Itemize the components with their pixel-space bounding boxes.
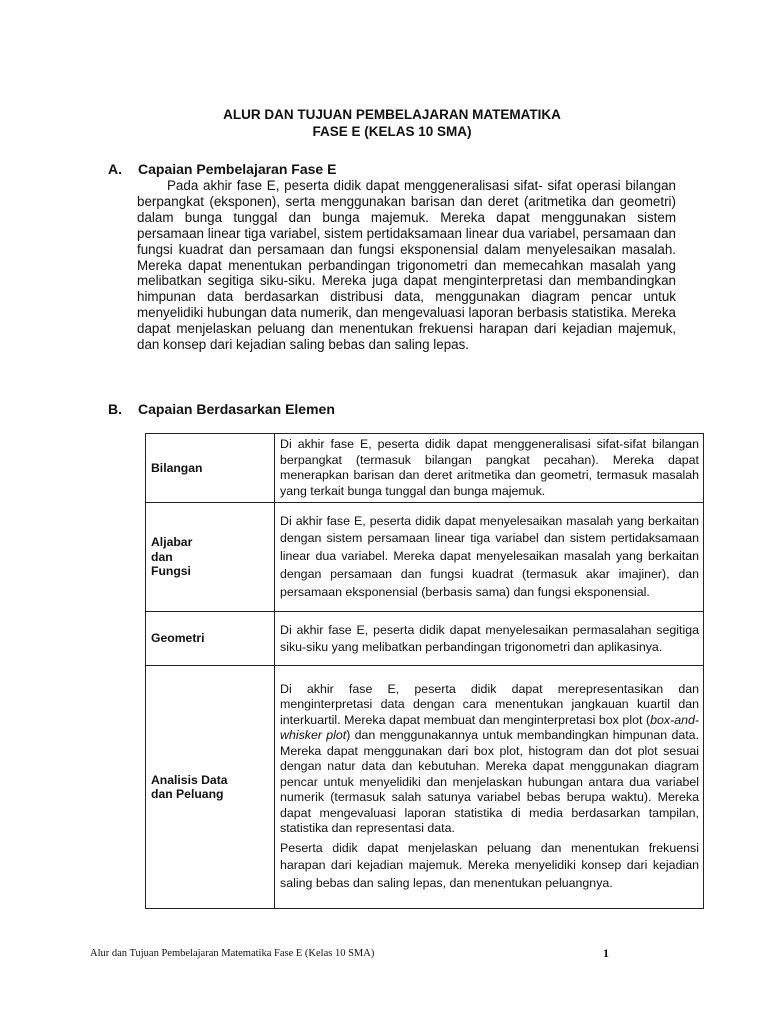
element-description-bilangan: Di akhir fase E, peserta didik dapat menggeneralisasi sifat-sifat bilangan berpangkat (termasuk bilangan pangkat pecahan). Mereka dapat menerapkan barisan dan deret aritmetika dan geometri, termasuk masalah yang terkait bunga tunggal dan bunga majemuk. [275,434,704,503]
section-b-marker: B. [108,401,122,417]
section-b-title: Capaian Berdasarkan Elemen [138,401,335,417]
element-label-line: Analisis Data [151,772,228,787]
element-label-analisis-data [146,666,275,909]
table-row [146,434,704,503]
table-row [146,666,704,909]
title-line-2: FASE E (KELAS 10 SMA) [312,124,472,139]
description-italic-term: box-and- whisker plot [280,712,699,743]
document-title [0,106,768,140]
element-label-bilangan: Bilangan [146,434,275,503]
description-paragraph [280,682,699,837]
element-description-aljabar: Di akhir fase E, peserta didik dapat menyelesaikan masalah yang berkaitan dengan sistem persamaan linear tiga variabel dan sistem pertidaksamaan linear dua variabel. Mereka dapat menyelesaikan masalah yang berkaitan dengan persamaan dan fungsi kuadrat (termasuk akar imajiner), dan persamaan eksponensial (berbasis sama) dan fungsi eksponensial. [275,503,704,612]
section-a-title: Capaian Pembelajaran Fase E [138,161,337,177]
section-a-marker: A. [108,161,122,177]
section-a-heading [108,160,336,178]
element-label-geometri: Geometri [146,612,275,666]
description-paragraph: Peserta didik dapat menjelaskan peluang dan menentukan frekuensi harapan dari kejadian majemuk. Mereka menyelidiki konsep dari kejadian saling bebas dan saling lepas, dan menentukan peluangnya. [280,840,699,890]
element-description-geometri: Di akhir fase E, peserta didik dapat menyelesaikan permasalahan segitiga siku-siku yang melibatkan perbandingan trigonometri dan aplikasinya. [275,612,704,666]
element-label-line: dan Peluang [151,787,224,801]
section-a-paragraph: Pada akhir fase E, peserta didik dapat menggeneralisasi sifat- sifat operasi bilangan berpangkat (eksponen), serta menggunakan barisan dan deret (aritmetika dan geometri) dalam bunga tunggal dan bunga majemuk. Mereka dapat menggunakan sistem persamaan linear tiga variabel, sistem pertidaksamaan linear dua variabel, persamaan dan fungsi kuadrat dan persamaan dan fungsi eksponensial dalam menyelesaikan masalah. Mereka dapat menentukan perbandingan trigonometri dan memecahkan masalah yang melibatkan segitiga siku-siku. Mereka juga dapat menginterpretasi dan membandingkan himpunan data berdasarkan distribusi data, menggunakan diagram pencar untuk menyelidiki hubungan data numerik, dan mengevaluasi laporan berbasis statistika. Mereka dapat menjelaskan peluang dan menentukan frekuensi harapan dari kejadian majemuk, dan konsep dari kejadian saling bebas dan saling lepas. [137,178,676,353]
table-row [146,503,704,612]
page-number: 1 [603,946,609,960]
element-label-line: dan [151,549,173,564]
table-row [146,612,704,666]
section-b-heading [108,400,335,418]
element-description-analisis-data [275,666,704,909]
description-text: Di akhir fase E, peserta didik dapat merepresentasikan dan menginterpretasi data dengan cara menentukan jangkauan kuartil dan interkuartil. Mereka dapat membuat dan menginterpretasi box plot ( [280,681,699,727]
element-label-line: Fungsi [151,564,191,579]
description-text: ) dan menggunakannya untuk membandingkan himpunan data. Mereka dapat menggunakan dari box plot, histogram dan dot plot sesuai dengan natur data dan kebutuhan. Mereka dapat menggunakan diagram pencar untuk menyelidiki dan menjelaskan hubungan antara dua variabel numerik (termasuk salah satunya variabel bebas berupa waktu). Mereka dapat mengevaluasi laporan statistika di media berdasarkan tampilan, statistika dan representasi data. [280,728,700,836]
title-line-1: ALUR DAN TUJUAN PEMBELAJARAN MATEMATIKA [223,107,561,122]
element-label-line: Aljabar [151,535,193,550]
elements-table [145,433,704,909]
page-footer: Alur dan Tujuan Pembelajaran Matematika Fase E (Kelas 10 SMA) [90,948,375,959]
element-label-aljabar [146,503,275,612]
